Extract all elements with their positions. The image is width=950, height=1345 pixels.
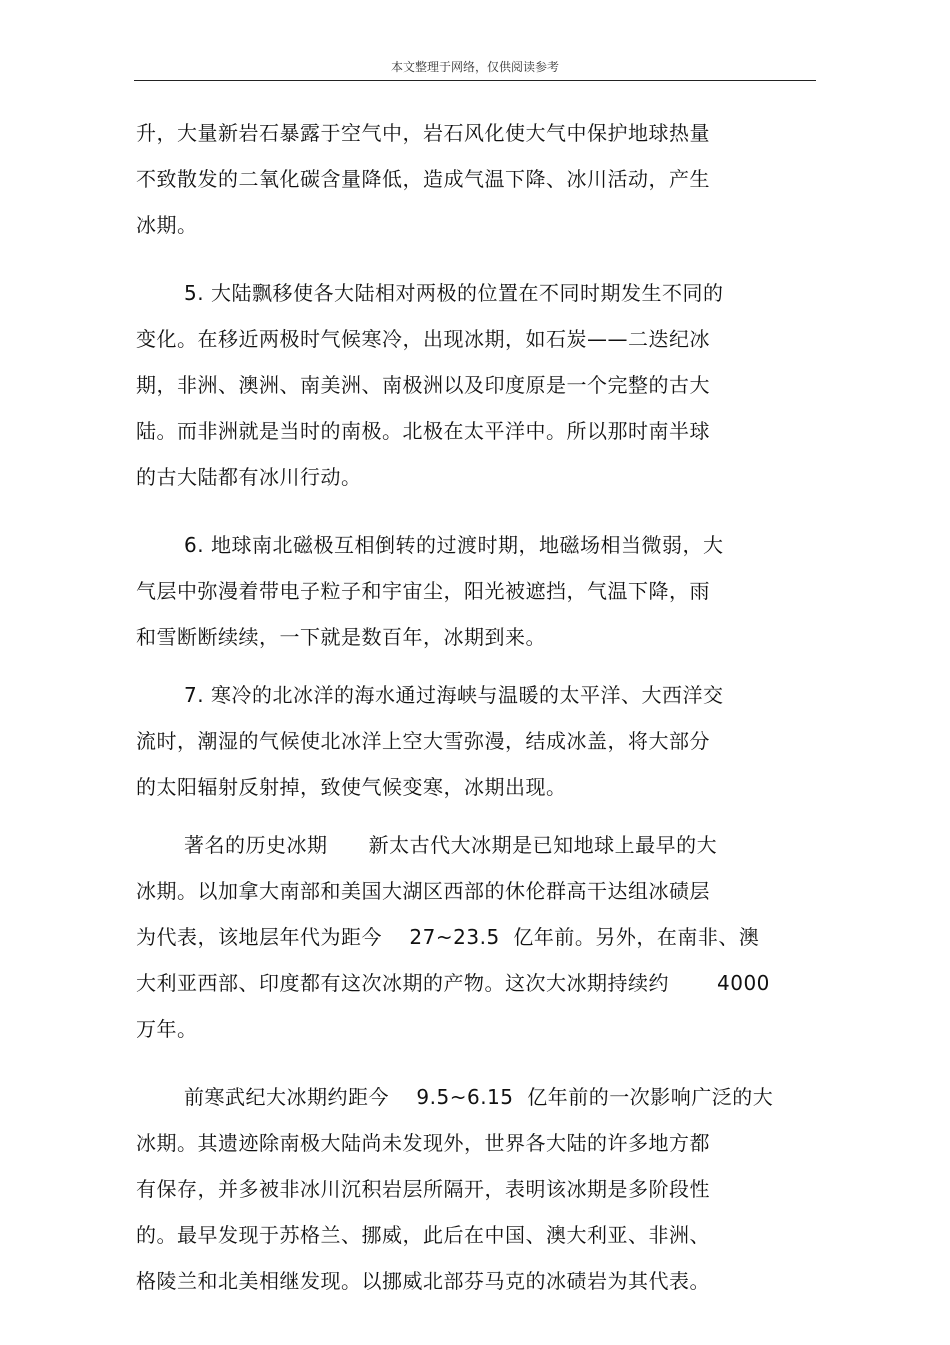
text-line: 冰期。 — [136, 213, 198, 237]
paragraph-2 — [136, 270, 826, 500]
paragraph-5 — [136, 822, 826, 1052]
header-divider — [134, 80, 816, 81]
text-line: 的。最早发现于苏格兰、挪威，此后在中国、澳大利亚、非洲、 — [136, 1223, 710, 1247]
paragraph-1 — [136, 110, 826, 248]
text-line: 为代表，该地层年代为距今 27~23.5 亿年前。另外，在南非、澳 — [136, 925, 760, 949]
text-line: 6. 地球南北磁极互相倒转的过渡时期，地磁场相当微弱，大 — [184, 533, 724, 557]
paragraph-4 — [136, 672, 826, 810]
text-line: 气层中弥漫着带电子粒子和宇宙尘，阳光被遮挡，气温下降，雨 — [136, 579, 710, 603]
text-line: 期，非洲、澳洲、南美洲、南极洲以及印度原是一个完整的古大 — [136, 373, 710, 397]
text-line: 流时，潮湿的气候使北冰洋上空大雪弥漫，结成冰盖，将大部分 — [136, 729, 710, 753]
text-line: 大利亚西部、印度都有这次冰期的产物。这次大冰期持续约 4000 — [136, 971, 770, 995]
text-line: 陆。而非洲就是当时的南极。北极在太平洋中。所以那时南半球 — [136, 419, 710, 443]
text-line: 5. 大陆飘移使各大陆相对两极的位置在不同时期发生不同的 — [184, 281, 724, 305]
text-line: 格陵兰和北美相继发现。以挪威北部芬马克的冰碛岩为其代表。 — [136, 1269, 710, 1293]
text-line: 和雪断断续续，一下就是数百年，冰期到来。 — [136, 625, 546, 649]
text-line: 著名的历史冰期 新太古代大冰期是已知地球上最早的大 — [184, 833, 718, 857]
text-line: 的太阳辐射反射掉，致使气候变寒，冰期出现。 — [136, 775, 567, 799]
paragraph-6 — [136, 1074, 826, 1304]
document-body — [136, 110, 826, 1304]
text-line: 的古大陆都有冰川行动。 — [136, 465, 362, 489]
text-line: 7. 寒冷的北冰洋的海水通过海峡与温暖的太平洋、大西洋交 — [184, 683, 724, 707]
text-line: 有保存，并多被非冰川沉积岩层所隔开，表明该冰期是多阶段性 — [136, 1177, 710, 1201]
text-line: 冰期。其遗迹除南极大陆尚未发现外，世界各大陆的许多地方都 — [136, 1131, 710, 1155]
text-line: 前寒武纪大冰期约距今 9.5~6.15 亿年前的一次影响广泛的大 — [184, 1085, 774, 1109]
text-line: 升，大量新岩石暴露于空气中，岩石风化使大气中保护地球热量 — [136, 121, 710, 145]
text-line: 万年。 — [136, 1017, 198, 1041]
text-line: 不致散发的二氧化碳含量降低，造成气温下降、冰川活动，产生 — [136, 167, 710, 191]
text-line: 变化。在移近两极时气候寒冷，出现冰期，如石炭——二迭纪冰 — [136, 327, 710, 351]
text-line: 冰期。以加拿大南部和美国大湖区西部的休伦群高干达组冰碛层 — [136, 879, 710, 903]
paragraph-3 — [136, 522, 826, 660]
page-header: 本文整理于网络，仅供阅读参考 — [390, 60, 559, 74]
